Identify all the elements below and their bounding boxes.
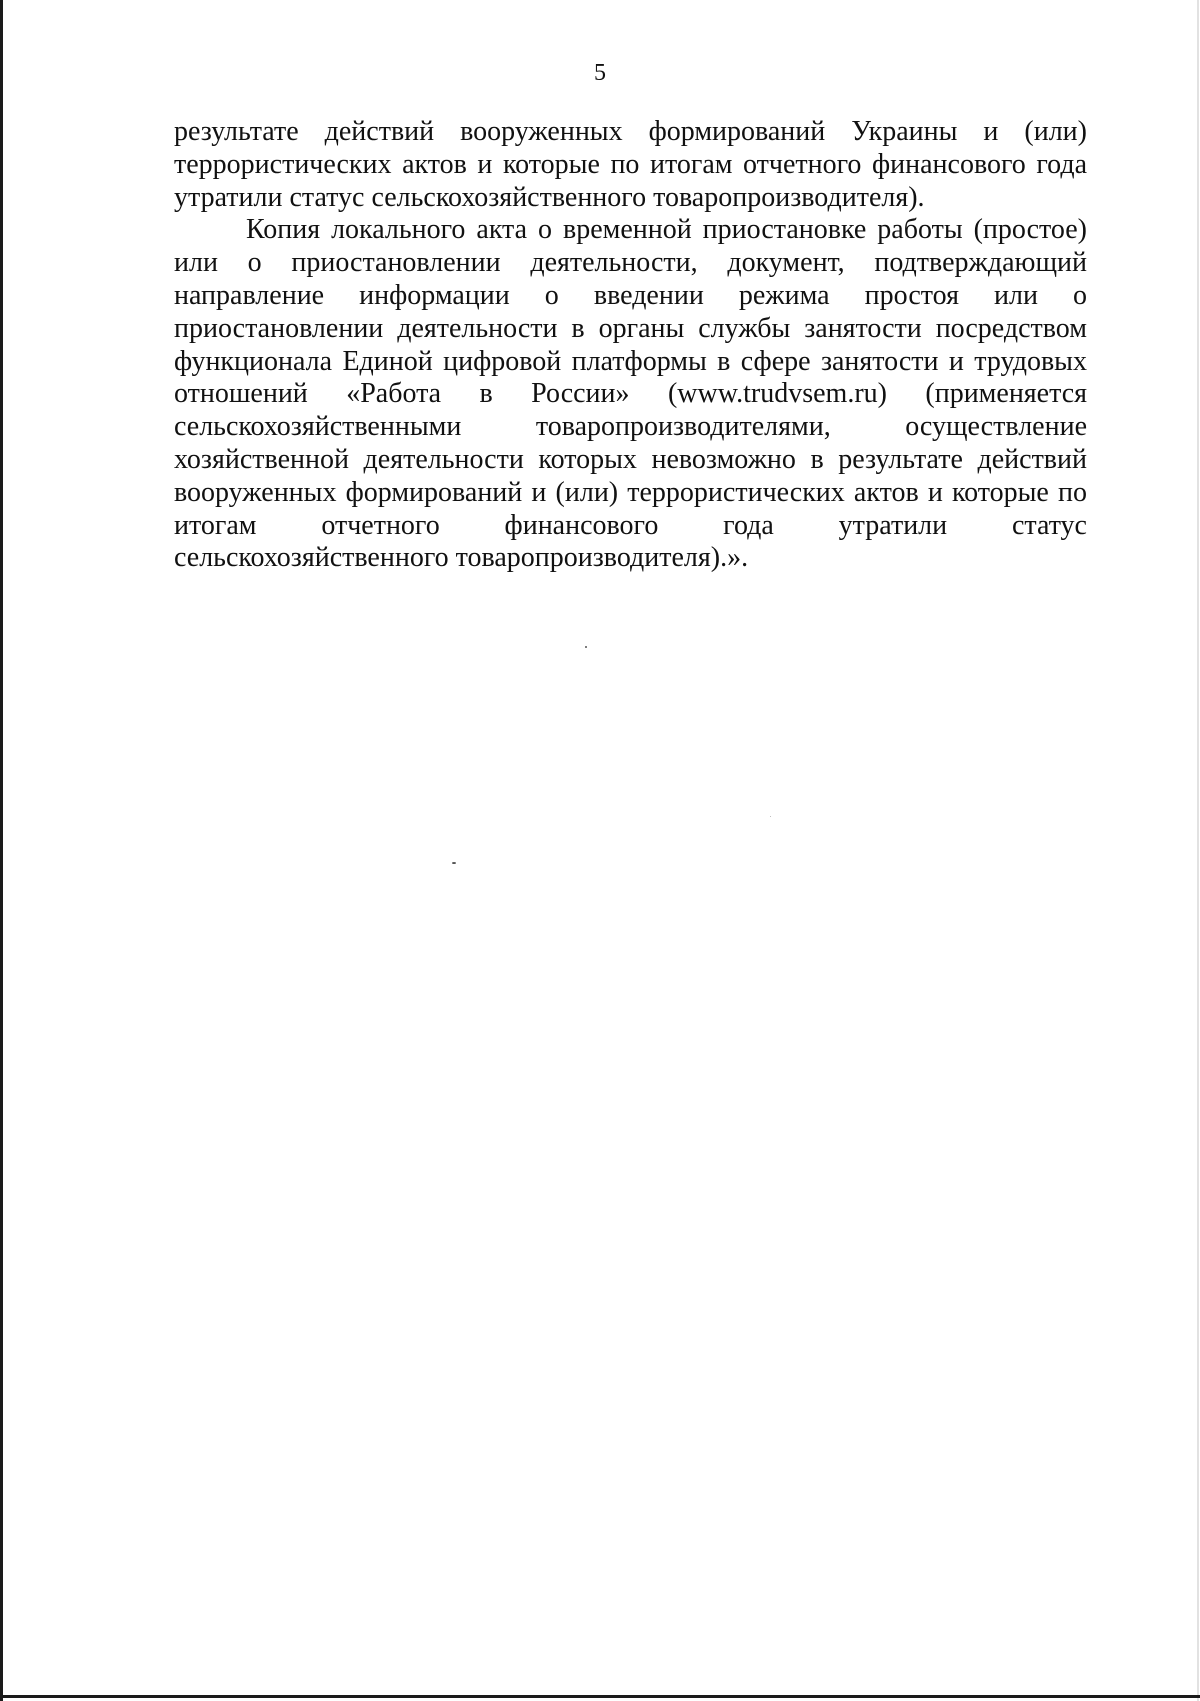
scan-speck: [452, 862, 456, 864]
text-line: сельскохозяйственного товаропроизводителя).».: [174, 542, 749, 574]
text-line: Копия локального акта о временной приостановке работы (простое): [246, 214, 1087, 246]
scan-speck: [770, 816, 771, 817]
text-line: сельскохозяйственными товаропроизводителями, осуществление: [174, 411, 1087, 443]
text-line-row: [174, 411, 1087, 444]
text-line-row: [174, 116, 1087, 149]
text-line-row: [174, 510, 1087, 543]
text-line-row: [174, 280, 1087, 313]
text-line: направление информации о введении режима простоя или о: [174, 279, 1087, 311]
text-line-row: [174, 444, 1087, 477]
text-line: террористических актов и которые по итогам отчетного финансового года: [174, 148, 1087, 180]
text-line: или о приостановлении деятельности, документ, подтверждающий: [174, 247, 1087, 279]
text-line-row: [174, 313, 1087, 346]
text-line-row: [174, 214, 1087, 247]
text-line: итогам отчетного финансового года утратили статус: [174, 509, 1087, 541]
document-body: [174, 116, 1087, 575]
text-line: хозяйственной деятельности которых невозможно в результате действий: [174, 443, 1087, 475]
text-line: отношений «Работа в России» (www.trudvsem.ru) (применяется: [174, 378, 1087, 410]
text-line-row: [174, 149, 1087, 182]
scan-left-border: [0, 0, 3, 1701]
text-line: результате действий вооруженных формирований Украины и (или): [174, 116, 1087, 147]
text-line-row: [174, 346, 1087, 379]
text-line-row: [174, 247, 1087, 280]
paragraph-copy-of-local-act: [174, 214, 1087, 575]
text-line-row: [174, 477, 1087, 510]
text-line-row: [174, 542, 1087, 575]
text-line-row: [174, 378, 1087, 411]
text-line: вооруженных формирований и (или) террористических актов и которые по: [174, 476, 1087, 508]
text-line: приостановлении деятельности в органы службы занятости посредством: [174, 312, 1087, 344]
page-number: 5: [594, 60, 606, 86]
scan-right-border: [1197, 0, 1199, 1701]
scan-speck: [585, 646, 587, 648]
text-line: функционала Единой цифровой платформы в сфере занятости и трудовых: [174, 345, 1087, 377]
scan-bottom-border: [0, 1695, 1200, 1698]
paragraph-continuation: [174, 116, 1087, 214]
text-line-row: [174, 182, 1087, 215]
text-line: утратили статус сельскохозяйственного товаропроизводителя).: [174, 181, 925, 213]
